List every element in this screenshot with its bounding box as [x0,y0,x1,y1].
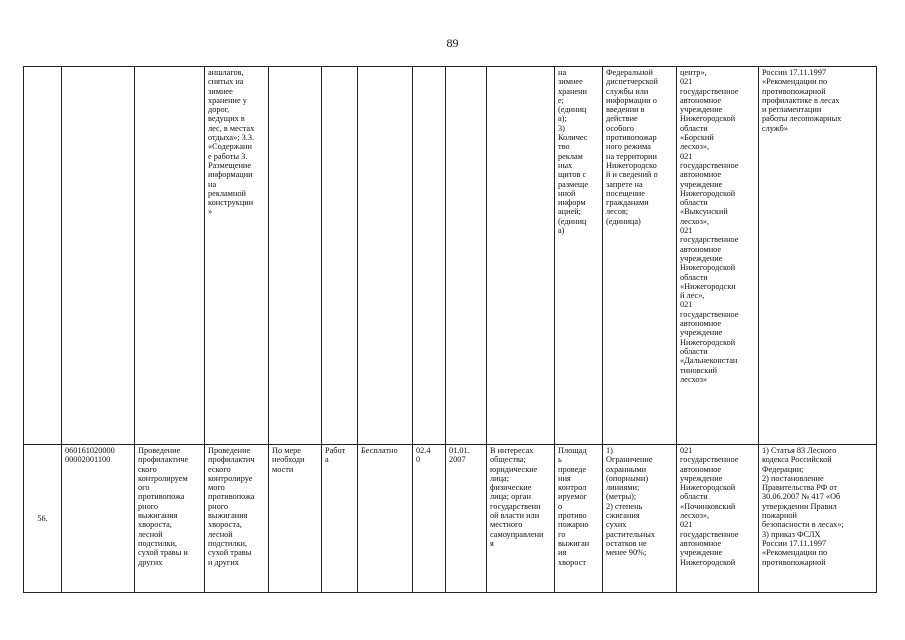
payment-cell: Бесплатно [358,445,413,593]
content-cell: аншлагов, снятых на зимнее хранение у дорог, ведущих в лес, в местах отдыха»; 3.3. «Содержани е работы 3. Размещение информации на рекламной конструкции » [205,67,269,445]
quality-indicator-cell: Федеральной диспетчерской службы или информации о введении в действие особого противопожар ного режима на территории Нижегородско й и сведений о запрете на посещение гражданами лесов; (единица) [603,67,677,445]
row-number-cell: 56. [24,445,62,593]
date-cell [446,67,487,445]
type-cell [322,67,358,445]
frequency-cell [269,67,322,445]
table-row [24,445,877,593]
service-name-cell [135,67,205,445]
consumers-cell: В интересах общества; юридические лица; физические лица; орган государственн ой власти или местного самоуправлени я [487,445,555,593]
table-row [24,67,877,445]
content-cell: Проведение профилактич еского контролируе мого противопожа рного выжигания хвороста, лесной подстилки, сухой травы и других [205,445,269,593]
payment-cell [358,67,413,445]
row-number-cell [24,67,62,445]
registry-code-cell [62,67,135,445]
institutions-cell: 021 государственное автономное учреждение Нижегородской области «Починковский лесхоз», 021 государственное автономное учреждение Нижегородской [677,445,759,593]
consumers-cell [487,67,555,445]
service-name-cell: Проведение профилактиче ского контролируем ого противопожа рного выжигания хвороста, лесной подстилки, сухой травы и других [135,445,205,593]
volume-indicator-cell: на зимнее хранени е; (единиц а); 3) Количес тво реклам ных щитов с размеще нной информ ацией; (единиц а) [555,67,603,445]
volume-indicator-cell: Площад ь проведе ния контрол ируемог о противо пожарно го выжиган ия хворост [555,445,603,593]
page-number: 89 [446,36,459,50]
okved-cell: 02.4 0 [413,445,446,593]
legal-basis-cell: России 17.11.1997 «Рекомендации по противопожарной профилактике в лесах и регламентации работы лесопожарных служб» [759,67,877,445]
quality-indicator-cell: 1) Ограничение охранными (опорными) линиями; (метры); 2) степень сжигания сухих растительных остатков не менее 90%; [603,445,677,593]
okved-cell [413,67,446,445]
frequency-cell: По мере необходи мости [269,445,322,593]
registry-code-cell: 060161020000 00002001100 [62,445,135,593]
legal-basis-cell: 1) Статья 83 Лесного кодекса Российской Федерации; 2) постановление Правительства РФ от 30.06.2007 № 417 «Об утверждении Правил пожарной безопасности в лесах»; 3) приказ ФСЛХ России 17.11.1997 «Рекомендации по противопожарной [759,445,877,593]
institutions-cell: центр», 021 государственное автономное учреждение Нижегородской области «Борский лесхоз», 021 государственное автономное учреждение Нижегородской области «Выксунский лесхоз», 021 государственное автономное учреждение Нижегородской области «Нижегородски й лес», 021 государственное автономное учреждение Нижегородской области «Дальнеконстан тиновский лесхоз» [677,67,759,445]
date-cell: 01.01. 2007 [446,445,487,593]
type-cell: Работ а [322,445,358,593]
registry-table [23,66,877,593]
